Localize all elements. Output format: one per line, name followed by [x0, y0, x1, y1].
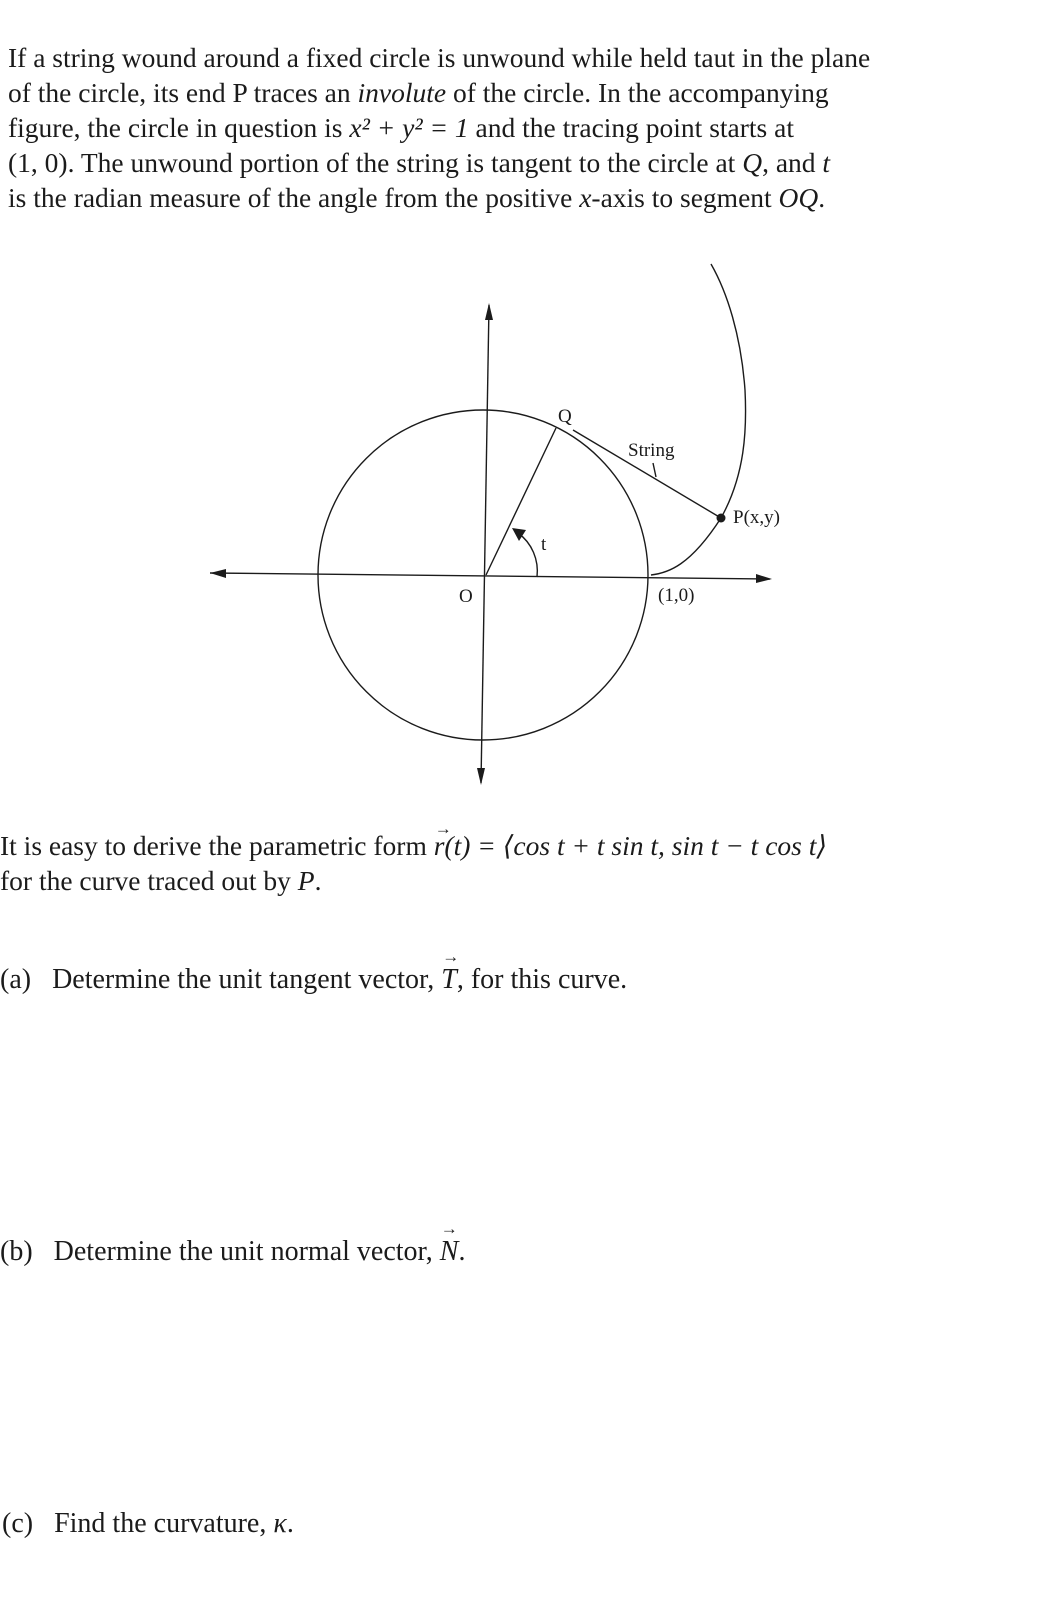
vector-N: → N — [440, 1236, 459, 1268]
parametric-formula: ⟨cos t + t sin t, sin t − t cos t⟩ — [502, 830, 828, 861]
involute-term: involute — [357, 77, 447, 108]
kappa-symbol: κ — [273, 1508, 287, 1539]
question-b-label: (b) — [0, 1236, 33, 1267]
intro-text: (1, 0). The unwound portion of the string is tangent to the circle at — [8, 147, 743, 178]
derivation-paragraph — [0, 828, 1020, 898]
variable-x: x — [579, 182, 592, 213]
r-of-t: (t) = — [444, 830, 503, 861]
point-P-dot — [717, 514, 726, 523]
question-a-text: Determine the unit tangent vector, — [52, 964, 442, 995]
intro-text: . — [818, 182, 826, 213]
x-axis — [210, 573, 770, 579]
x-axis-right-arrow — [756, 574, 772, 583]
intro-text: and the tracing point starts at — [468, 112, 794, 143]
question-a-text: , for this curve. — [456, 964, 628, 995]
label-Q: Q — [558, 406, 572, 427]
intro-text: , and — [762, 147, 823, 178]
intro-text: is the radian measure of the angle from the positive — [8, 182, 580, 213]
involute-curve — [651, 264, 746, 575]
label-O: O — [459, 586, 473, 607]
y-axis-up-arrow — [485, 303, 493, 320]
label-start-point: (1,0) — [658, 585, 695, 606]
question-c-text: . — [286, 1508, 294, 1539]
vector-T: → T — [441, 964, 457, 996]
x-axis-left-arrow — [210, 569, 226, 578]
string-pointer — [653, 463, 656, 477]
question-a — [0, 964, 627, 996]
angle-arc — [518, 533, 537, 577]
segment-OQ: OQ — [778, 182, 819, 213]
question-b — [0, 1236, 465, 1268]
question-b-text: . — [458, 1236, 466, 1267]
question-a-label: (a) — [0, 964, 32, 995]
question-c — [2, 1508, 294, 1540]
label-t: t — [541, 534, 547, 555]
intro-line-1: If a string wound around a fixed circle is unwound while held taut in the plane — [8, 42, 871, 73]
vector-r: → r — [434, 828, 445, 863]
y-axis — [481, 305, 489, 783]
derivation-line-2 — [0, 863, 1020, 898]
intro-text: of the circle. In the accompanying — [446, 77, 829, 108]
angle-arrowhead — [512, 528, 526, 541]
variable-t: t — [822, 147, 831, 178]
intro-text: figure, the circle in question is — [8, 112, 350, 143]
derivation-text: It is easy to derive the parametric form — [0, 830, 434, 861]
intro-text: -axis to segment — [591, 182, 779, 213]
point-Q: Q — [742, 147, 763, 178]
derivation-line-1 — [0, 828, 1020, 863]
point-P: P — [297, 865, 315, 896]
intro-text: of the circle, its end P traces an — [8, 77, 358, 108]
question-b-text: Determine the unit normal vector, — [53, 1236, 440, 1267]
label-string: String — [628, 440, 675, 461]
circle-equation: x² + y² = 1 — [349, 112, 469, 143]
derivation-text: for the curve traced out by — [0, 865, 298, 896]
question-c-text: Find the curvature, — [54, 1508, 274, 1539]
y-axis-down-arrow — [477, 768, 485, 785]
derivation-text: . — [314, 865, 322, 896]
label-P: P(x,y) — [733, 507, 780, 528]
question-c-label: (c) — [2, 1508, 34, 1539]
